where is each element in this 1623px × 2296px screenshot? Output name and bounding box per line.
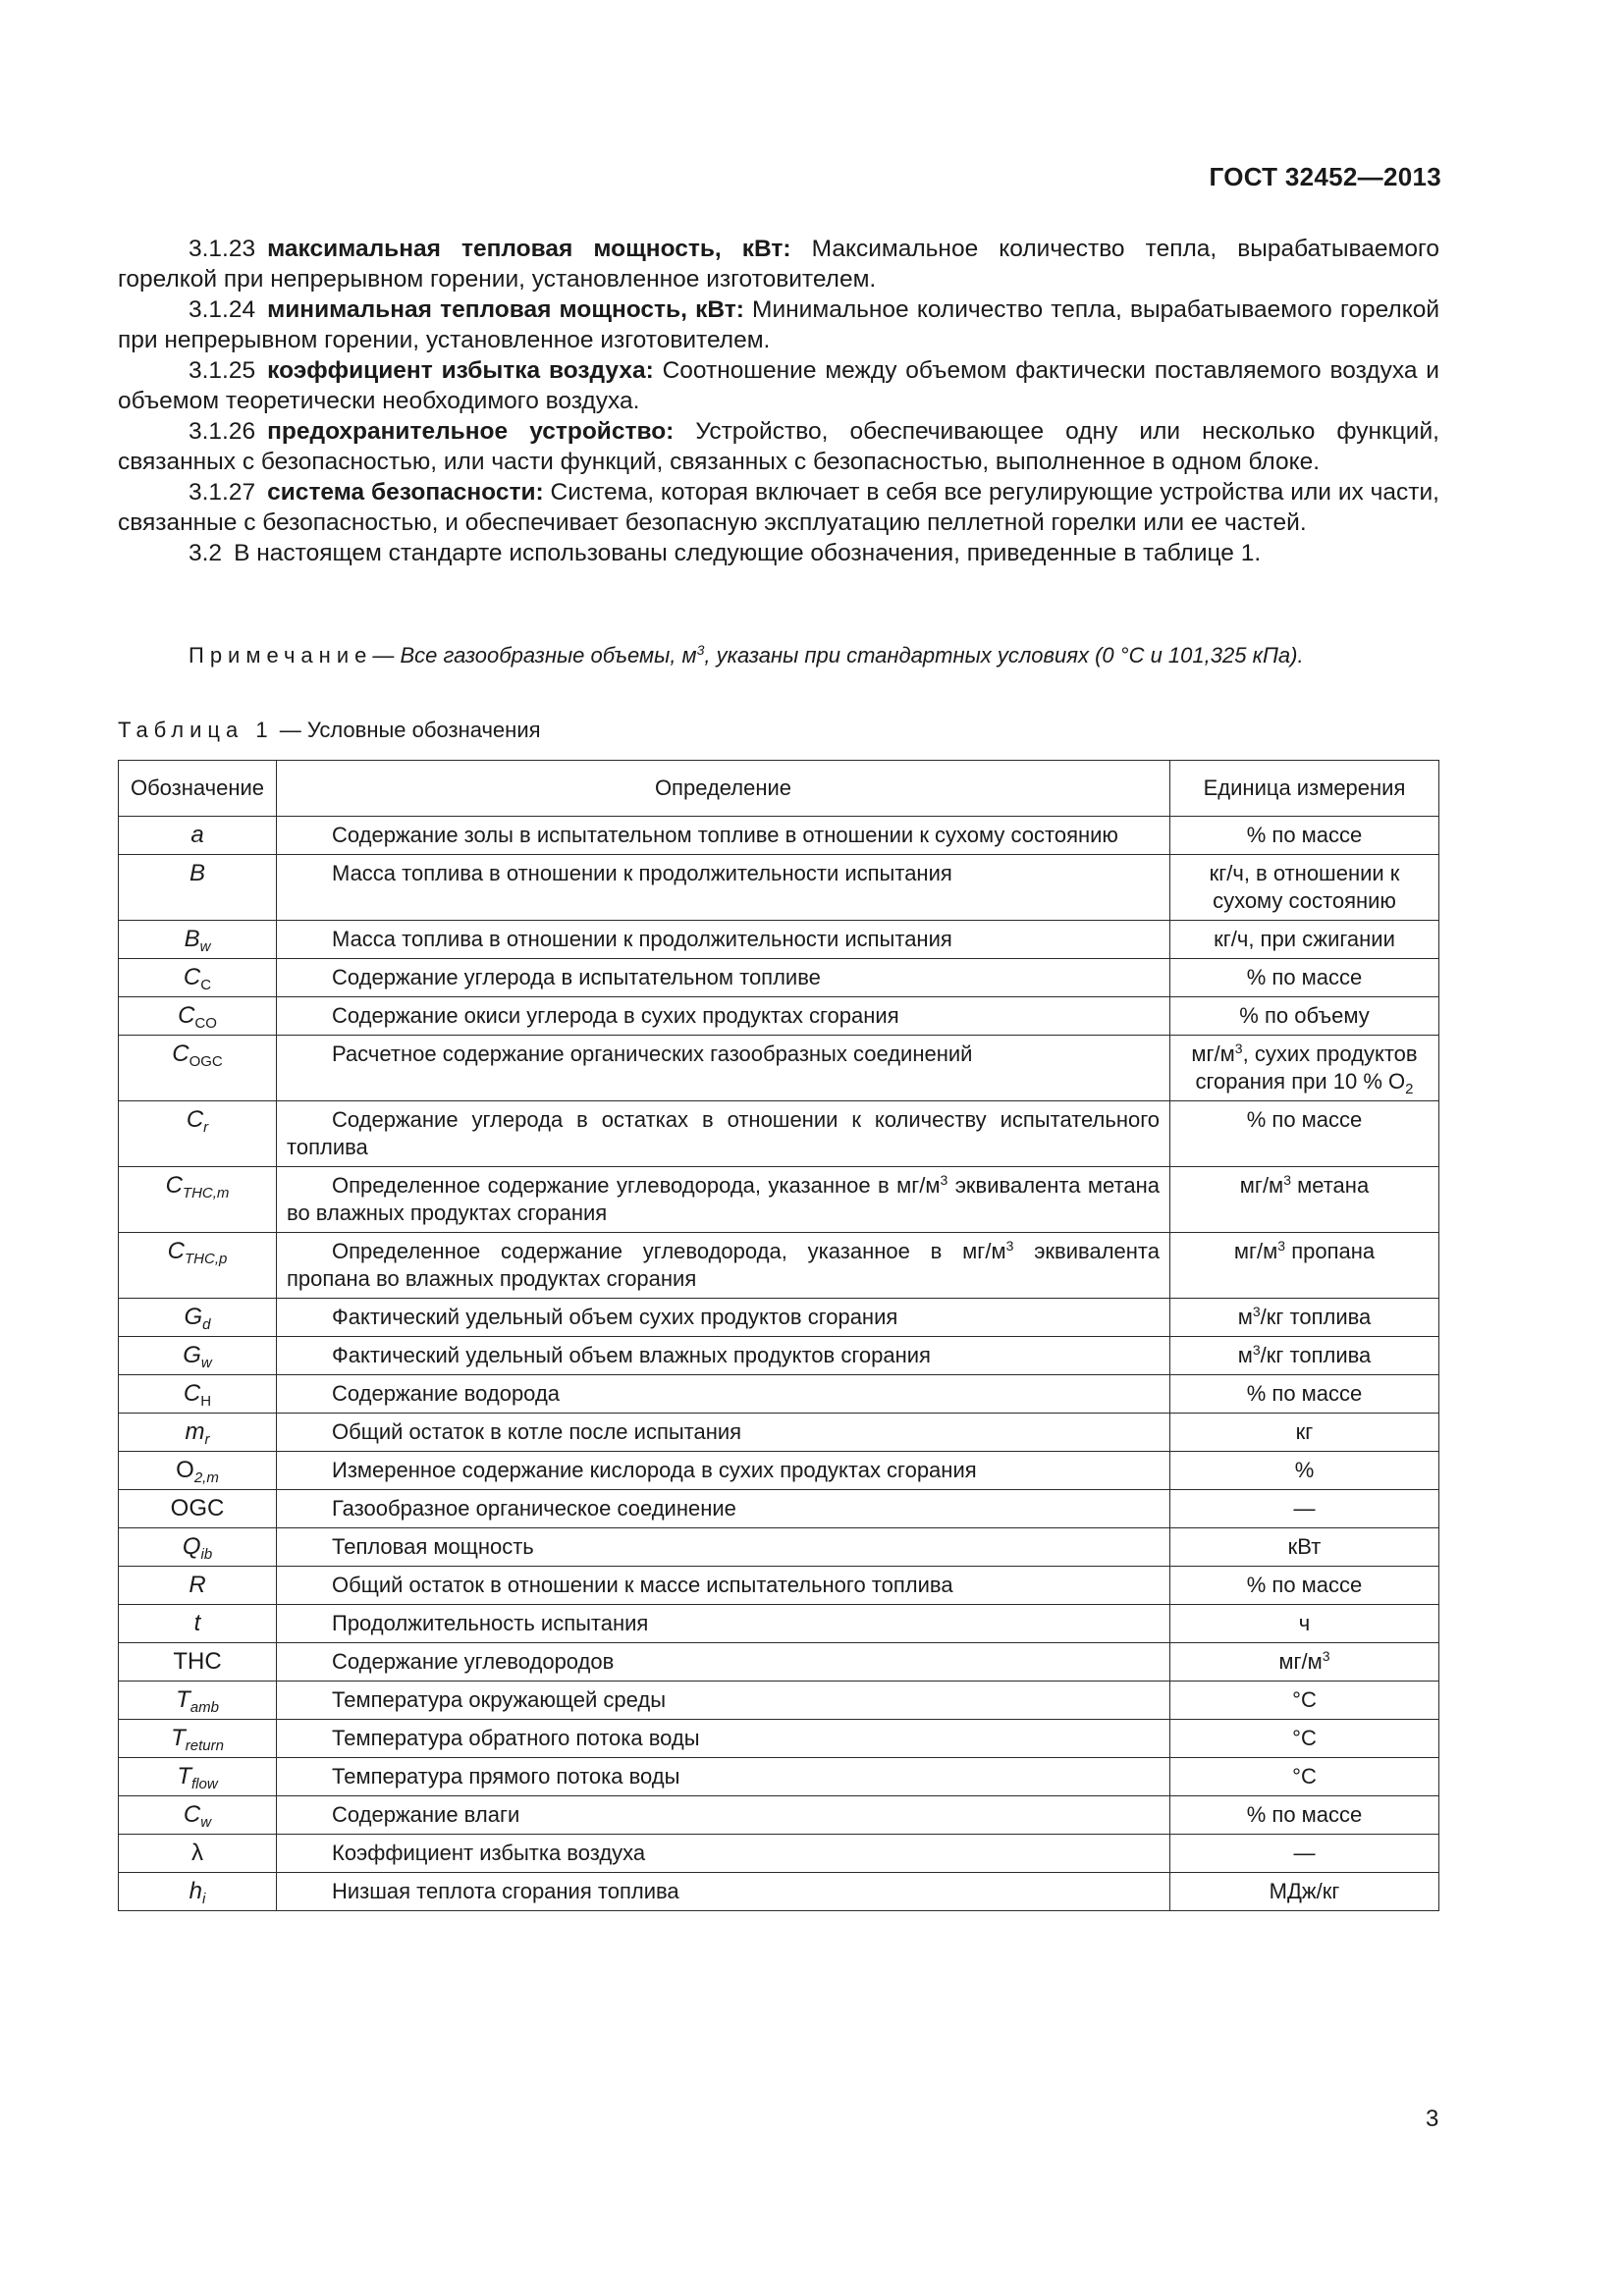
symbol: t (193, 1610, 201, 1636)
symbol: C (186, 1106, 204, 1133)
symbol-subscript: return (185, 1737, 224, 1754)
symbol-cell (119, 997, 277, 1036)
definition-cell (277, 1796, 1170, 1835)
symbol: C (183, 964, 201, 990)
definition-cell (277, 921, 1170, 959)
table-row (119, 855, 1439, 921)
unit-text: кг/ч, при сжигании (1214, 927, 1395, 951)
page-number: 3 (1426, 2106, 1439, 2132)
definition-cell (277, 1101, 1170, 1167)
symbol-subscript: CO (194, 1015, 217, 1032)
definition-superscript: 3 (1005, 1238, 1014, 1254)
unit-cell (1170, 1101, 1439, 1167)
table-row (119, 1337, 1439, 1375)
paragraph (118, 416, 1439, 477)
definition-text: Коэффициент избытка воздуха (332, 1841, 646, 1865)
unit-cell (1170, 1233, 1439, 1299)
unit-cell (1170, 1835, 1439, 1873)
definition-cell (277, 1643, 1170, 1682)
unit-cell (1170, 1337, 1439, 1375)
unit-superscript: 3 (1234, 1041, 1243, 1056)
table-row (119, 1414, 1439, 1452)
definition-cell (277, 1567, 1170, 1605)
table-row (119, 921, 1439, 959)
unit-cell (1170, 1528, 1439, 1567)
unit-cell (1170, 1490, 1439, 1528)
unit-text: кВт (1287, 1534, 1322, 1559)
symbol-cell (119, 1758, 277, 1796)
definition-cell (277, 1414, 1170, 1452)
symbol: C (167, 1238, 185, 1264)
definition-cell (277, 1167, 1170, 1233)
unit-superscript: 3 (1252, 1342, 1261, 1358)
header-symbol: Обозначение (119, 761, 277, 817)
table-row (119, 1682, 1439, 1720)
paragraph (118, 477, 1439, 538)
symbol-cell (119, 1375, 277, 1414)
symbol: C (183, 1801, 201, 1828)
symbol-subscript: r (203, 1119, 209, 1136)
unit-text: °С (1292, 1764, 1317, 1789)
symbol-subscript: H (200, 1393, 212, 1410)
table-row (119, 1233, 1439, 1299)
definition-text: Масса топлива в отношении к продолжительности испытания (332, 861, 952, 885)
unit-text: % по массе (1246, 1107, 1363, 1132)
symbol: T (177, 1763, 191, 1789)
unit-cell (1170, 1414, 1439, 1452)
unit-text: кг/ч, в отношении к сухому состоянию (1209, 861, 1400, 913)
paragraph-number: 3.1.27 (189, 479, 256, 506)
symbol: T (176, 1686, 190, 1713)
unit-cell (1170, 1452, 1439, 1490)
table-row (119, 1167, 1439, 1233)
symbol: THC (173, 1648, 222, 1675)
symbol: O (176, 1457, 194, 1483)
symbol: h (189, 1878, 202, 1904)
definition-text: эквивалента пропана во влажных продуктах сгорания (287, 1239, 1160, 1291)
table-row (119, 1101, 1439, 1167)
unit-text: метана (1290, 1173, 1370, 1198)
symbol-subscript: amb (189, 1699, 219, 1716)
paragraph-text: Минимальное количество тепла, вырабатываемого горелкой при непрерывном горении, установленное изготовителем. (118, 296, 1440, 353)
symbol-subscript: flow (190, 1776, 218, 1792)
symbol-cell (119, 1337, 277, 1375)
symbol: G (184, 1304, 203, 1330)
symbol-cell (119, 959, 277, 997)
symbol-cell (119, 1796, 277, 1835)
table-row (119, 1643, 1439, 1682)
unit-text: °С (1292, 1726, 1317, 1750)
symbol: R (189, 1572, 206, 1598)
symbol-subscript: i (202, 1891, 206, 1907)
table-row (119, 817, 1439, 855)
unit-text: % по объему (1239, 1003, 1370, 1028)
symbol-subscript: THC,m (182, 1185, 230, 1201)
unit-cell (1170, 959, 1439, 997)
unit-text: % по массе (1246, 1381, 1363, 1406)
definition-text: Фактический удельный объем сухих продуктов сгорания (332, 1305, 898, 1329)
unit-cell (1170, 1167, 1439, 1233)
definition-cell (277, 1375, 1170, 1414)
table-row (119, 1758, 1439, 1796)
body-text (118, 234, 1439, 568)
unit-cell (1170, 1758, 1439, 1796)
paragraph-number: 3.1.26 (189, 418, 256, 445)
definition-cell (277, 1682, 1170, 1720)
unit-text: мг/м (1239, 1173, 1284, 1198)
symbol-cell (119, 855, 277, 921)
symbol-subscript: w (199, 938, 211, 955)
definition-text: эквивалента метана во влажных продуктах сгорания (287, 1173, 1160, 1225)
paragraph-term: максимальная тепловая мощность, кВт: (267, 236, 791, 262)
unit-text: °С (1292, 1687, 1317, 1712)
table-row (119, 1490, 1439, 1528)
table-header-row (119, 761, 1439, 817)
symbol-cell (119, 1873, 277, 1911)
definition-text: Содержание окиси углерода в сухих продуктах сгорания (332, 1003, 899, 1028)
definition-text: Содержание водорода (332, 1381, 561, 1406)
table-caption-label: Таблица 1 (118, 718, 274, 742)
table-row (119, 959, 1439, 997)
unit-text: мг/м (1278, 1649, 1323, 1674)
paragraph-term: минимальная тепловая мощность, кВт: (267, 296, 744, 323)
definition-cell (277, 1758, 1170, 1796)
symbol-cell (119, 1567, 277, 1605)
symbol-subscript: d (202, 1316, 211, 1333)
document-id: ГОСТ 32452—2013 (1209, 162, 1441, 191)
symbol-cell (119, 1643, 277, 1682)
definition-text: Общий остаток в котле после испытания (332, 1419, 742, 1444)
paragraph-number: 3.1.25 (189, 357, 256, 384)
unit-superscript: 3 (1252, 1304, 1261, 1319)
definition-cell (277, 1720, 1170, 1758)
table-row (119, 1873, 1439, 1911)
symbol-cell (119, 1490, 277, 1528)
unit-cell (1170, 1682, 1439, 1720)
symbol-cell (119, 1682, 277, 1720)
paragraph-term: коэффициент избытка воздуха: (267, 357, 654, 384)
definition-text: Тепловая мощность (332, 1534, 534, 1559)
symbol-cell (119, 921, 277, 959)
unit-cell (1170, 1605, 1439, 1643)
symbol-cell (119, 1233, 277, 1299)
definition-superscript: 3 (940, 1172, 948, 1188)
header-definition: Определение (277, 761, 1170, 817)
unit-text: /кг топлива (1260, 1305, 1372, 1329)
paragraph-term: предохранительное устройство: (267, 418, 675, 445)
definition-text: Измеренное содержание кислорода в сухих продуктах сгорания (332, 1458, 977, 1482)
unit-text: м (1237, 1343, 1253, 1367)
table-row (119, 1036, 1439, 1101)
unit-text: пропана (1285, 1239, 1376, 1263)
definition-text: Содержание углерода в испытательном топливе (332, 965, 821, 989)
symbol-subscript: w (200, 1355, 212, 1371)
note (118, 640, 1439, 670)
symbol-cell (119, 1167, 277, 1233)
paragraph-text: Система, которая включает в себя все регулирующие устройства или их части, связанные с безопасностью, и обеспечивает безопасную эксплуатацию пеллетной горелки или ее частей. (118, 479, 1439, 536)
definition-cell (277, 1528, 1170, 1567)
symbol-cell (119, 1299, 277, 1337)
symbol: λ (191, 1840, 203, 1866)
table-row (119, 1528, 1439, 1567)
unit-superscript: 3 (1283, 1172, 1291, 1188)
definition-cell (277, 997, 1170, 1036)
definition-text: Определенное содержание углеводорода, указанное в мг/м (332, 1173, 941, 1198)
unit-cell (1170, 1873, 1439, 1911)
definition-text: Содержание углеводородов (332, 1649, 615, 1674)
table-row (119, 1835, 1439, 1873)
paragraph-number: 3.1.23 (189, 236, 256, 262)
definition-text: Температура обратного потока воды (332, 1726, 700, 1750)
unit-subscript: 2 (1405, 1081, 1414, 1097)
note-label: Примечание (189, 643, 373, 667)
unit-text: кг (1295, 1419, 1314, 1444)
symbol-cell (119, 1101, 277, 1167)
definition-cell (277, 817, 1170, 855)
symbol-cell (119, 1605, 277, 1643)
table-row (119, 1452, 1439, 1490)
definition-text: Газообразное органическое соединение (332, 1496, 736, 1521)
symbol: B (184, 926, 200, 952)
paragraph (118, 538, 1439, 568)
table-caption-title: — Условные обозначения (273, 718, 541, 742)
definition-cell (277, 1036, 1170, 1101)
definition-cell (277, 1452, 1170, 1490)
table-row (119, 997, 1439, 1036)
symbol-subscript: OGC (189, 1053, 223, 1070)
definition-cell (277, 855, 1170, 921)
unit-text: мг/м (1233, 1239, 1278, 1263)
paragraph-text: Максимальное количество тепла, вырабатываемого горелкой при непрерывном горении, установленное изготовителем. (118, 236, 1439, 293)
symbol: Q (182, 1533, 201, 1560)
unit-text: — (1293, 1496, 1316, 1521)
definition-text: Низшая теплота сгорания топлива (332, 1879, 679, 1903)
definition-cell (277, 1605, 1170, 1643)
symbol: B (189, 860, 205, 886)
unit-text: % по массе (1246, 1573, 1363, 1597)
symbol: m (185, 1418, 205, 1445)
symbol: OGC (170, 1495, 225, 1522)
unit-cell (1170, 1567, 1439, 1605)
symbol-cell (119, 1835, 277, 1873)
paragraph (118, 355, 1439, 416)
paragraph-text: В настоящем стандарте использованы следующие обозначения, приведенные в таблице 1. (234, 540, 1262, 566)
definition-cell (277, 959, 1170, 997)
definition-text: Продолжительность испытания (332, 1611, 649, 1635)
unit-text: МДж/кг (1269, 1879, 1340, 1903)
paragraph (118, 234, 1439, 294)
unit-cell (1170, 1720, 1439, 1758)
note-text: — Все газообразные объемы, $м^3$, указаны при стандартных условиях (0 °С и 101,325 кПа). (372, 642, 1304, 667)
paragraph (118, 294, 1439, 355)
symbol: C (178, 1002, 195, 1029)
definition-text: Масса топлива в отношении к продолжительности испытания (332, 927, 952, 951)
unit-text: м (1237, 1305, 1253, 1329)
unit-cell (1170, 1375, 1439, 1414)
unit-superscript: 3 (1277, 1238, 1286, 1254)
unit-text: /кг топлива (1260, 1343, 1372, 1367)
symbol: C (183, 1380, 201, 1407)
symbol: a (190, 822, 204, 848)
definition-cell (277, 1873, 1170, 1911)
unit-cell (1170, 817, 1439, 855)
paragraph-text: Соотношение между объемом фактически поставляемого воздуха и объемом теоретически необходимого воздуха. (118, 357, 1439, 414)
table-row (119, 1796, 1439, 1835)
symbol: T (171, 1725, 186, 1751)
unit-text: % по массе (1246, 1802, 1363, 1827)
unit-text: % по массе (1246, 823, 1363, 847)
definition-text: Температура окружающей среды (332, 1687, 667, 1712)
unit-cell (1170, 1036, 1439, 1101)
symbols-table (118, 760, 1439, 1911)
unit-cell (1170, 1796, 1439, 1835)
definition-cell (277, 1835, 1170, 1873)
paragraph-text: Устройство, обеспечивающее одну или несколько функций, связанных с безопасностью, или части функций, связанных с безопасностью, выполненное в одном блоке. (118, 418, 1439, 475)
table-row (119, 1375, 1439, 1414)
symbol-cell (119, 1036, 277, 1101)
symbol-subscript: ib (200, 1546, 213, 1563)
definition-cell (277, 1337, 1170, 1375)
symbol-subscript: 2,m (193, 1469, 219, 1486)
symbol-subscript: THC,p (185, 1251, 228, 1267)
symbol-cell (119, 1528, 277, 1567)
unit-text: — (1293, 1841, 1316, 1865)
symbol: G (183, 1342, 201, 1368)
unit-cell (1170, 855, 1439, 921)
paragraph-number: 3.2 (189, 540, 223, 566)
definition-text: Содержание углерода в остатках в отношении к количеству испытательного топлива (287, 1107, 1160, 1159)
definition-cell (277, 1233, 1170, 1299)
header-unit: Единица измерения (1170, 761, 1439, 817)
definition-text: Содержание влаги (332, 1802, 520, 1827)
paragraph-term: система безопасности: (267, 479, 544, 506)
unit-cell (1170, 1643, 1439, 1682)
table-row (119, 1605, 1439, 1643)
unit-text: ч (1298, 1611, 1311, 1635)
symbol-subscript: w (200, 1814, 212, 1831)
table-row (119, 1567, 1439, 1605)
paragraph-number: 3.1.24 (189, 296, 256, 323)
symbol-subscript: C (200, 977, 212, 993)
table-row (119, 1299, 1439, 1337)
table-caption (118, 717, 541, 744)
definition-text: Фактический удельный объем влажных продуктов сгорания (332, 1343, 931, 1367)
definition-text: Содержание золы в испытательном топливе в отношении к сухому состоянию (332, 823, 1118, 847)
unit-text: % (1294, 1458, 1315, 1482)
unit-superscript: 3 (1322, 1648, 1330, 1664)
unit-text: мг/м (1191, 1041, 1235, 1066)
unit-cell (1170, 1299, 1439, 1337)
unit-cell (1170, 997, 1439, 1036)
unit-text: % по массе (1246, 965, 1363, 989)
table-row (119, 1720, 1439, 1758)
definition-text: Расчетное содержание органических газообразных соединений (332, 1041, 973, 1066)
symbol-cell (119, 1452, 277, 1490)
definition-text: Температура прямого потока воды (332, 1764, 680, 1789)
definition-text: Общий остаток в отношении к массе испытательного топлива (332, 1573, 953, 1597)
definition-text: Определенное содержание углеводорода, указанное в мг/м (332, 1239, 1006, 1263)
symbol-subscript: r (204, 1431, 210, 1448)
symbol: C (172, 1041, 189, 1067)
symbol-cell (119, 1720, 277, 1758)
symbol: C (165, 1172, 183, 1199)
unit-text: , сухих продуктов сгорания при 10 % O (1195, 1041, 1418, 1094)
definition-cell (277, 1490, 1170, 1528)
unit-cell (1170, 921, 1439, 959)
definition-cell (277, 1299, 1170, 1337)
symbol-cell (119, 817, 277, 855)
symbol-cell (119, 1414, 277, 1452)
